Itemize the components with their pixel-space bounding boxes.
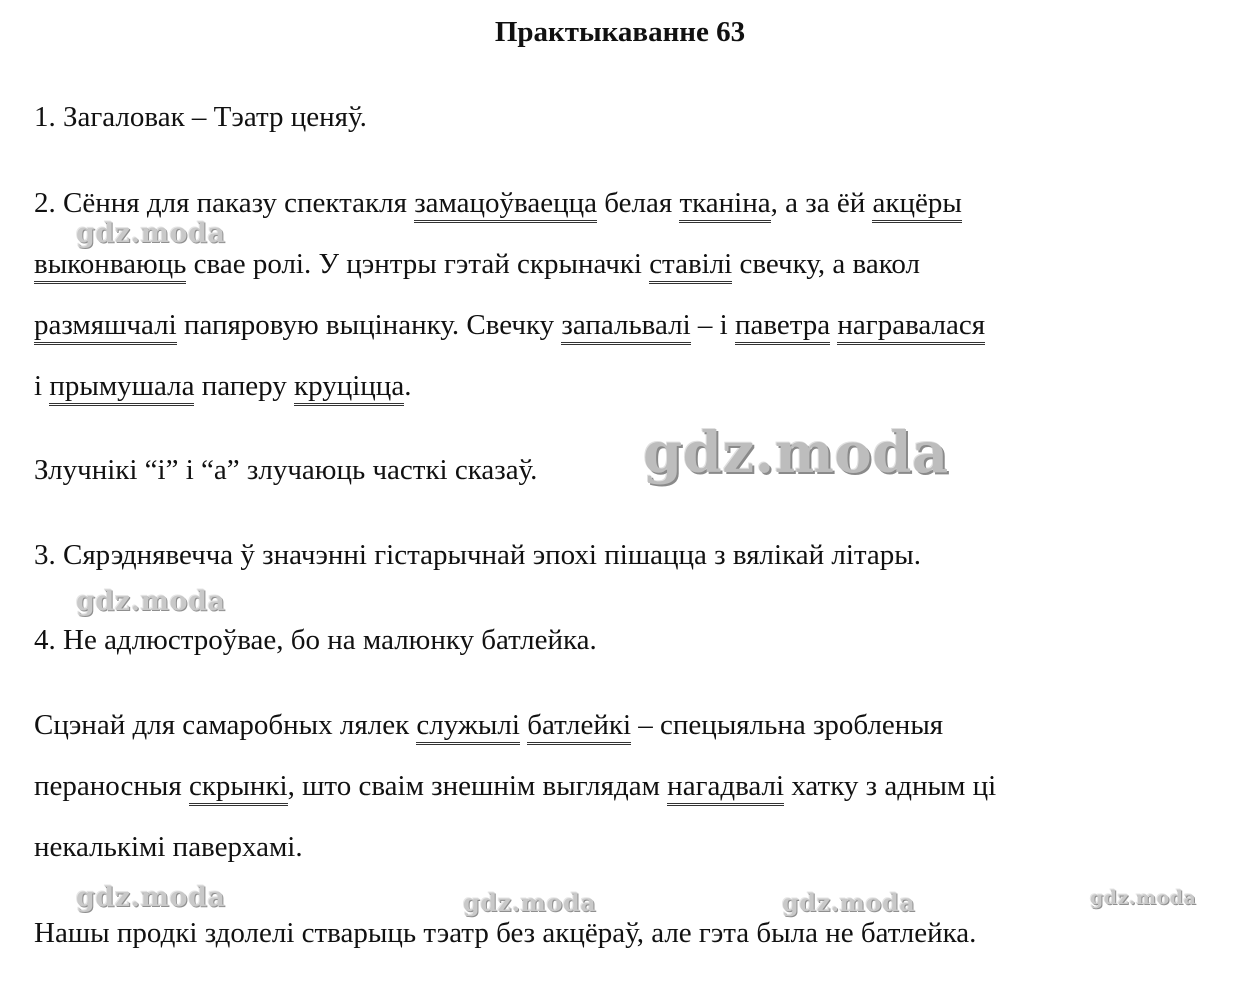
watermark-logo: gdz.moda — [76, 882, 226, 913]
text: , а за ёй — [770, 187, 873, 219]
predicate: прымушала — [49, 370, 194, 406]
text: і — [34, 370, 50, 402]
predicate: служылі — [416, 709, 520, 745]
predicate: круціцца — [294, 370, 404, 406]
watermark-logo: gdz.moda — [782, 888, 916, 917]
text: – і — [690, 309, 735, 341]
watermark-logo: gdz.moda — [463, 888, 597, 917]
answer-2-line-2 — [34, 246, 920, 282]
text: . — [404, 370, 412, 402]
text: 2. Сёння для паказу спектакля — [34, 187, 415, 219]
answer-3: 3. Сярэднявечча ў значэнні гістарычнай эпохі пішацца з вялікай літары. — [34, 539, 922, 571]
text: паперу — [194, 370, 294, 402]
predicate: ставілі — [649, 248, 732, 284]
subject: скрынкі — [189, 770, 288, 806]
predicate: размяшчалі — [34, 309, 177, 345]
text: – спецыяльна зробленыя — [631, 709, 944, 741]
watermark-logo: gdz.moda — [643, 420, 949, 486]
subject: батлейкі — [527, 709, 631, 745]
predicate: нагадвалі — [667, 770, 784, 806]
text: пераносныя — [34, 770, 189, 802]
exercise-title: Практыкаванне 63 — [494, 16, 746, 48]
answer-1: 1. Загаловак – Тэатр ценяў. — [34, 101, 367, 133]
text: хатку з адным ці — [784, 770, 997, 802]
text: папяровую выцінанку. Свечку — [176, 309, 562, 341]
text: свае ролі. У цэнтры гэтай скрыначкі — [186, 248, 650, 280]
text: свечку, а вакол — [732, 248, 920, 280]
subject: акцёры — [872, 187, 961, 223]
watermark-logo: gdz.moda — [76, 586, 226, 617]
watermark-logo: gdz.moda — [76, 218, 226, 249]
predicate: запальвалі — [561, 309, 690, 345]
predicate: награвалася — [837, 309, 985, 345]
answer-2-line-3 — [34, 307, 985, 343]
text: , што сваім знешнім выглядам — [287, 770, 668, 802]
answer-5-line-1 — [34, 707, 943, 743]
text: Сцэнай для самаробных лялек — [34, 709, 417, 741]
watermark-logo: gdz.moda — [1090, 887, 1197, 909]
answer-5-line-3: некалькімі паверхамі. — [34, 831, 303, 863]
answer-4: 4. Не адлюстроўвае, бо на малюнку батлейка. — [34, 624, 597, 656]
answer-5-line-2 — [34, 768, 996, 804]
predicate: замацоўваецца — [414, 187, 597, 223]
final-sentence: Нашы продкі здолелі стварыць тэатр без акцёраў, але гэта была не батлейка. — [34, 917, 977, 949]
conjunctions-note: Злучнікі “і” і “а” злучаюць часткі сказаў. — [34, 454, 538, 486]
answer-2-line-1 — [34, 185, 962, 221]
subject: тканіна — [679, 187, 770, 223]
answer-2-line-4 — [34, 368, 411, 404]
predicate: выконваюць — [34, 248, 186, 284]
subject: паветра — [735, 309, 830, 345]
text: белая — [597, 187, 680, 219]
